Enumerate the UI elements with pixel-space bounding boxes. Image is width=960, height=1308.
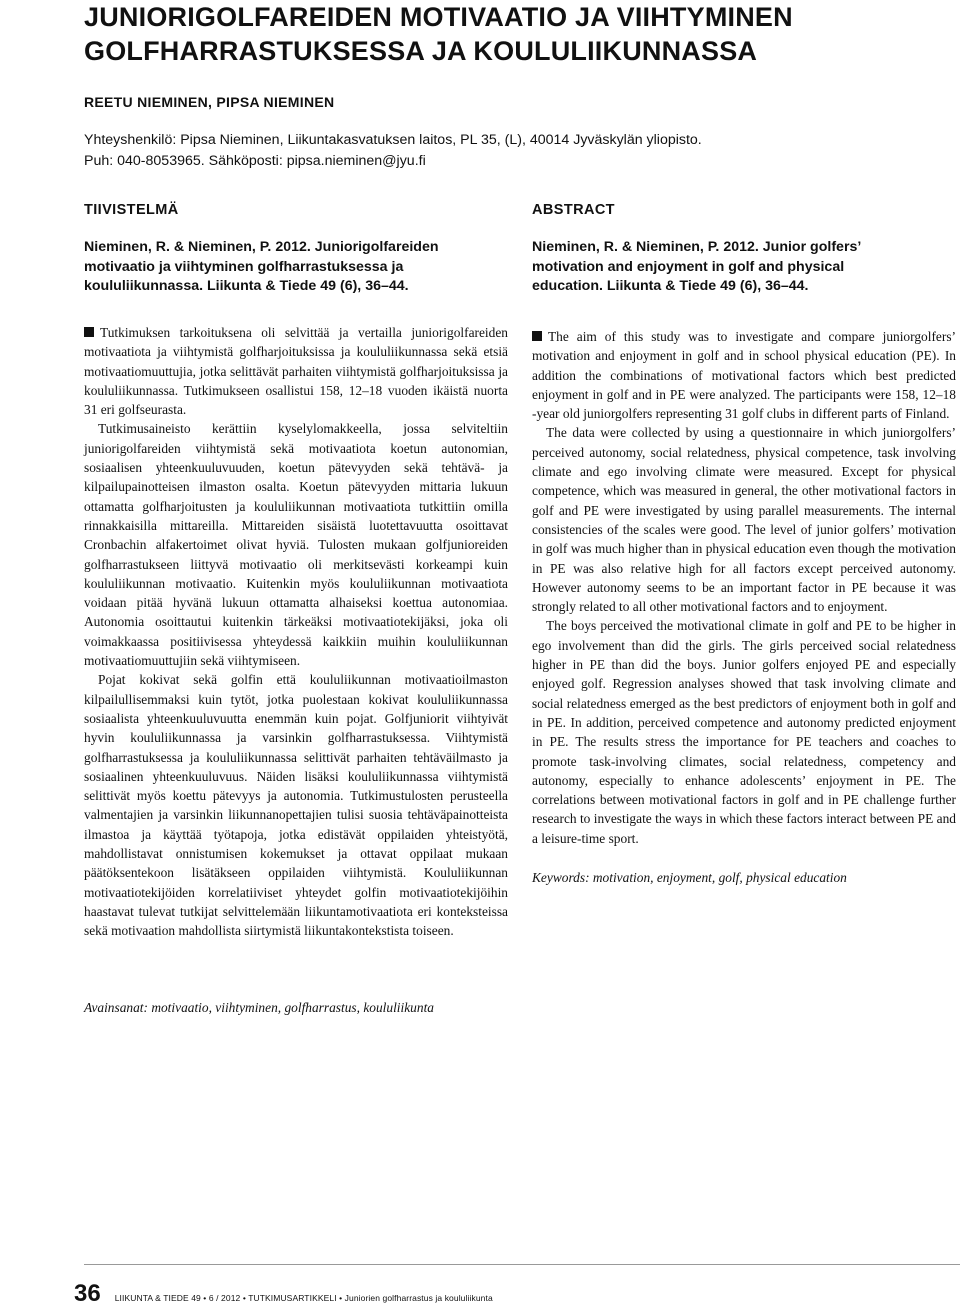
english-abstract [532, 327, 956, 887]
english-citation [532, 238, 932, 297]
running-footer: LIIKUNTA & TIEDE 49 • 6 / 2012 • TUTKIMUSARTIKKELI • Juniorien golfharrastus ja koululiikunta [114, 1293, 493, 1303]
title-line-2: GOLFHARRASTUKSESSA JA KOULULIIKUNNASSA [84, 36, 758, 66]
contact-line-1: Yhteyshenkilö: Pipsa Nieminen, Liikuntakasvatuksen laitos, PL 35, (L), 40014 Jyväskylän yliopisto. [84, 132, 702, 148]
footer-divider [84, 1264, 960, 1265]
contact-line-2: Puh: 040-8053965. Sähköposti: pipsa.nieminen@jyu.fi [84, 153, 426, 169]
finnish-paragraph-1: Tutkimuksen tarkoituksena oli selvittää ja vertailla juniorigolfareiden motivaatiota ja viihtymistä golfharjoituksissa ja koululiikunnassa sekä etsiä motivaatiomuuttujia, jotka selittävät parhaiten viihtymistä golfharjoituksissa ja koululiikunnassa. Tutkimukseen osallistui 158, 12–18 vuoden ikäistä nuorta 31 eri golfseurasta. [84, 325, 508, 418]
english-citation-line-2: motivation and enjoyment in golf and physical [532, 258, 845, 275]
english-paragraph-1: The aim of this study was to investigate and compare juniorgolfers’ motivation and enjoyment in golf and in school physical education (PE). In addition the combinations of motivational factors which best predicted enjoyment in golf and in PE were analyzed. The participants were 158, 12–18 -year old juniorgolfers representing 31 golf clubs in different parts of Finland. [532, 329, 956, 422]
finnish-citation-line-3: koululiikunnassa. Liikunta & Tiede 49 (6), 36–44. [84, 278, 409, 294]
title-line-1: JUNIORIGOLFAREIDEN MOTIVAATIO JA VIIHTYMINEN [84, 2, 793, 32]
finnish-keywords: Avainsanat: motivaatio, viihtyminen, golfharrastus, koululiikunta [84, 1000, 434, 1015]
section-bullet-icon [532, 331, 542, 341]
contact-info [84, 130, 884, 172]
finnish-citation [84, 238, 484, 297]
finnish-paragraph-3: Pojat kokivat sekä golfin että koululiikunnan motivaatioilmaston kilpailullisemmaksi kuin tytöt, jotka puolestaan kokivat koululiikunnassa sosiaalista yhteenkuuluvuutta enemmän kuin pojat. Golfjuniorit viihtyivät hyvin koululiikunnassa ja varsinkin golfharrastuksessa. Viihtymistä golfharrastuksessa ja koululiikunnassa selittivät parhaiten tehtäväilmasto ja sosiaalinen yhteenkuuluvuus. Näiden lisäksi koululiikunnassa viihtymistä selittivät myös koettu pätevyys ja autonomia. Tutkimustulosten perusteella valmentajien ja varsinkin liikunnanopettajien tulisi suosia tehtäväpainotteista ilmastoa ja käyttää työtapoja, jotka edistävät oppilaiden yhteistyötä, mahdollistavat onnistumisen kokemukset ja ottavat oppilaat mukaan päätöksentekoon lisätäkseen oppilaiden viihtymistä. Koululiikunnan motivaatiotekijöiden korrelatiiviset yhteydet golfin motivaatiotekijöihin haastavat tulevat tutkijat selvittelemään liikuntamotivaatiota eri konteksteissa sekä motivaation mahdollista siirtymistä liikuntakontekstista toiseen. [84, 672, 508, 939]
english-paragraph-2: The data were collected by using a questionnaire in which juniorgolfers’ perceived autonomy, social relatedness, physical competence, task involving climate and ego involving climate were measured. Except for physical competence, which was measured in general, the other motivational factors in golf and PE were investigated by using parallel measurements. The internal consistencies of the scales were good. The level of junior golfers’ motivation in golf was much higher than in physical education even though the motivation in PE was also relative high for all factors except perceived autonomy. However autonomy seems to be an important factor in PE because it was strongly related to all other motivational factors and to enjoyment. [532, 425, 956, 615]
english-paragraph-3: The boys perceived the motivational climate in golf and PE to be higher in ego involvement than did the girls. The girls perceived social relatedness higher in PE than did the boys. Junior golfers enjoyed PE and especially enjoyed golf. Regression analyses showed that task involving climate and social relatedness emerged as the best predictors of enjoyment both in golf and in PE. In addition, perceived competence and autonomy predicted enjoyment in PE. The results stress the importance for PE teachers and coaches to promote task-involving climates, social relatedness, competency and autonomy, especially to enhance adolescents’ enjoyment in PE. The correlations between motivational factors in golf and in PE challenge further research to investigate the ways in which these factors interact between PE and a leisure-time sport. [532, 618, 956, 846]
article-title [84, 0, 944, 68]
page-footer [74, 1280, 493, 1308]
english-citation-line-3: education. Liikunta & Tiede 49 (6), 36–44. [532, 278, 809, 294]
authors: REETU NIEMINEN, PIPSA NIEMINEN [84, 94, 335, 110]
finnish-citation-line-2: motivaatio ja viihtyminen golfharrastuksessa ja [84, 258, 404, 275]
abstract-heading: ABSTRACT [532, 202, 615, 218]
page-number: 36 [74, 1280, 101, 1307]
finnish-abstract [84, 323, 508, 941]
finnish-citation-line-1: Nieminen, R. & Nieminen, P. 2012. Juniorigolfareiden [84, 239, 439, 255]
finnish-paragraph-2: Tutkimusaineisto kerättiin kyselylomakkeella, jossa selviteltiin juniorigolfareiden viihtymistä sekä motivaatiota koetun autonomian, sosiaalisen yhteenkuuluvuuden, koetun pätevyyden sekä tehtävä- ja kilpailupainotteisen ilmaston osalta. Koetun pätevyyden mittaria lukuun ottamatta golfharjoitusten ja koululiikunnan motivaatiota tutkittiin omilla rinnakkaisilla mittareilla. Mittareiden sisäistä luotettavuutta osoittavat Cronbachin alfakertoimet olivat hyviä. Tulosten mukaan golfjunioreiden golfharrastukseen liittyvä motivaatio oli merkitsevästi korkeampi kuin koululiikunnan motivaatio. Kuitenkin myös koululiikunnan motivaatiota voidaan pitää hyvänä lukuun ottamatta alhaiseksi koettua autonomiaa. Autonomia osoittautui kuitenkin tärkeäksi motivaatiotekijäksi, joka oli voimakkaassa positiivisessa yhteydessä kaikkiin muihin koululiikunnan motivaatiomuuttujiin sekä viihtymiseen. [84, 421, 508, 669]
tiivistelma-heading: TIIVISTELMÄ [84, 202, 179, 218]
english-citation-line-1: Nieminen, R. & Nieminen, P. 2012. Junior golfers’ [532, 239, 862, 255]
english-keywords: Keywords: motivation, enjoyment, golf, physical education [532, 870, 847, 886]
section-bullet-icon [84, 327, 94, 337]
